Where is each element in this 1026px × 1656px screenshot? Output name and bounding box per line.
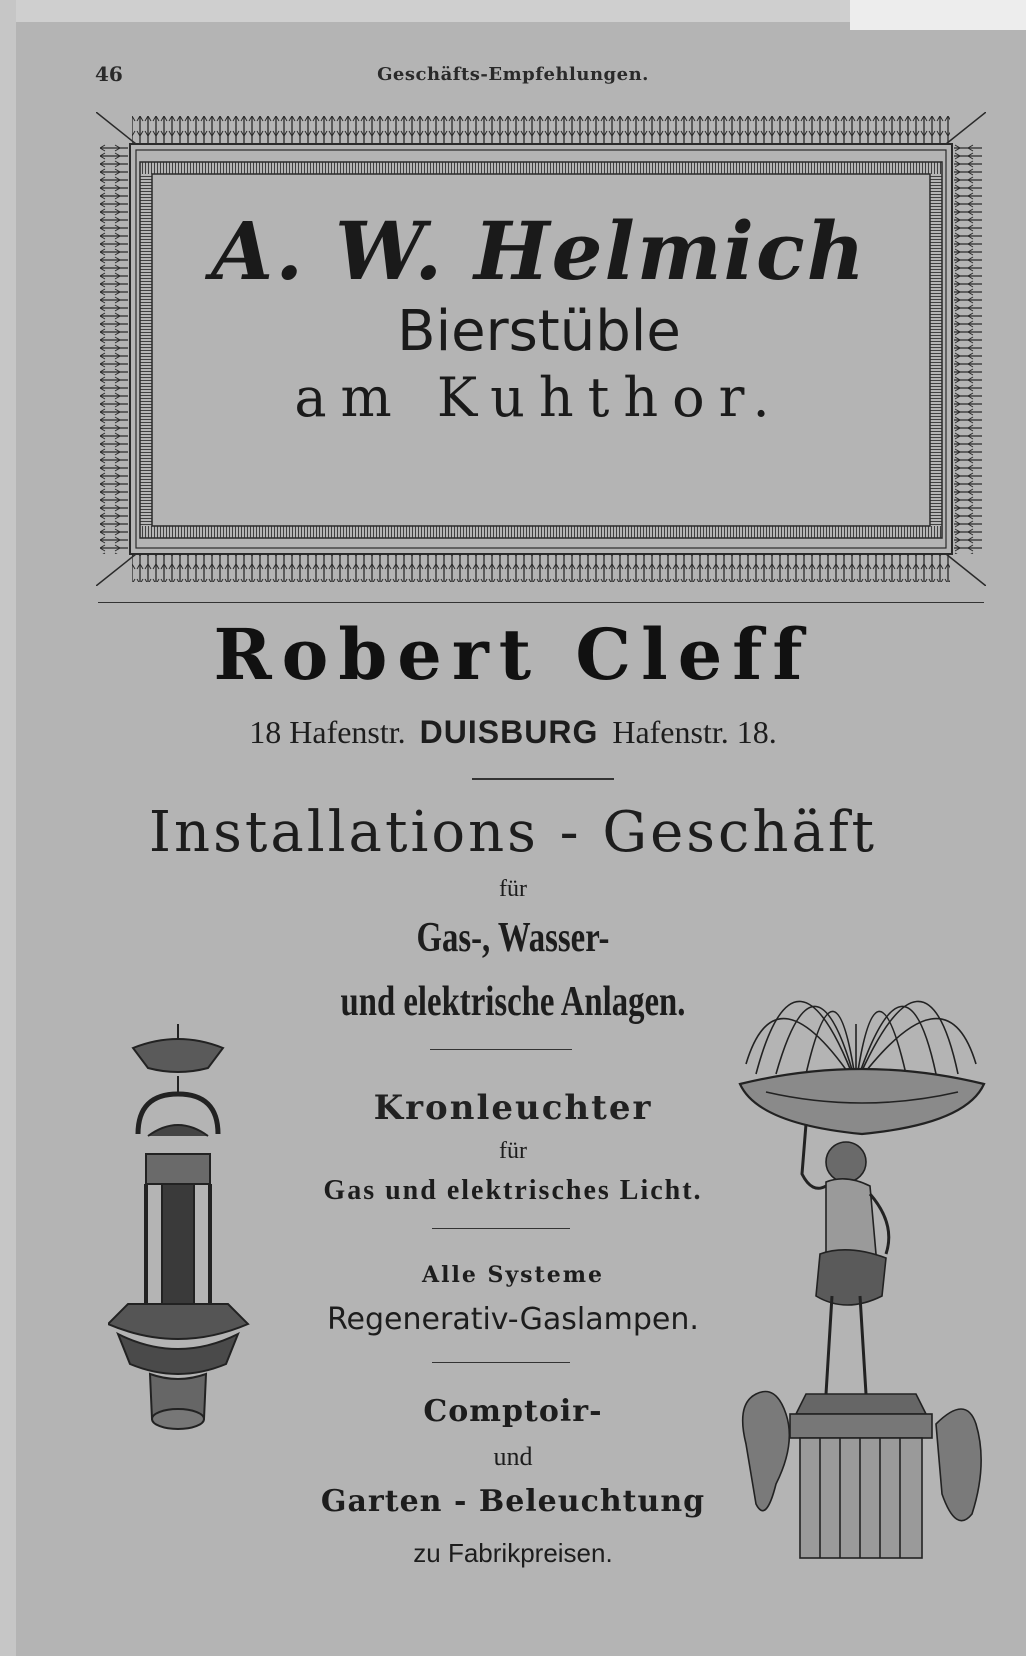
cleff-name: Robert Cleff: [213, 613, 813, 696]
for-text-2: für: [499, 1138, 527, 1164]
product-purpose: Gas und elektrisches Licht.: [323, 1175, 703, 1206]
scan-top-band: [0, 0, 850, 22]
comptoir-text: Comptoir-: [423, 1394, 603, 1429]
cleff-headline: Installations - Geschäft: [148, 800, 878, 865]
lamps-text: Regenerativ-Gaslampen.: [327, 1302, 699, 1337]
factory-prices-text: zu Fabrikpreisen.: [413, 1538, 613, 1568]
product-heading: Kronleuchter: [373, 1088, 653, 1128]
ad-separator: [98, 602, 984, 603]
address-right: Hafenstr. 18.: [612, 714, 777, 750]
and-text: und: [493, 1442, 533, 1471]
systems-text: Alle Systeme: [422, 1262, 604, 1288]
for-text-1: für: [499, 876, 527, 902]
rule-4: [432, 1362, 570, 1363]
garden-lighting-text: Garten - Beleuchtung: [320, 1484, 706, 1519]
address-left: 18 Hafenstr.: [249, 714, 406, 750]
chandelier-illustration: [108, 1024, 278, 1464]
rule-2: [430, 1049, 572, 1050]
services-line-2: und elektrische Anlagen.: [340, 979, 686, 1025]
address-city: DUISBURG: [419, 714, 599, 750]
helmich-location: am Kuhthor.: [294, 366, 784, 429]
helmich-ad: [175, 184, 903, 494]
rule-1: [472, 778, 614, 780]
page-header: [0, 62, 1026, 92]
scan-corner: [850, 0, 1026, 30]
cleff-address: [0, 714, 1026, 751]
services-line-1: Gas-, Wasser-: [416, 915, 610, 961]
fountain-statue-illustration: [736, 924, 988, 1574]
page-number: 46: [95, 62, 123, 86]
helmich-name: A. W. Helmich: [211, 204, 867, 298]
rule-3: [432, 1228, 570, 1229]
helmich-business: Bierstüble: [397, 299, 681, 364]
running-title: Geschäfts-Empfehlungen.: [377, 64, 649, 85]
